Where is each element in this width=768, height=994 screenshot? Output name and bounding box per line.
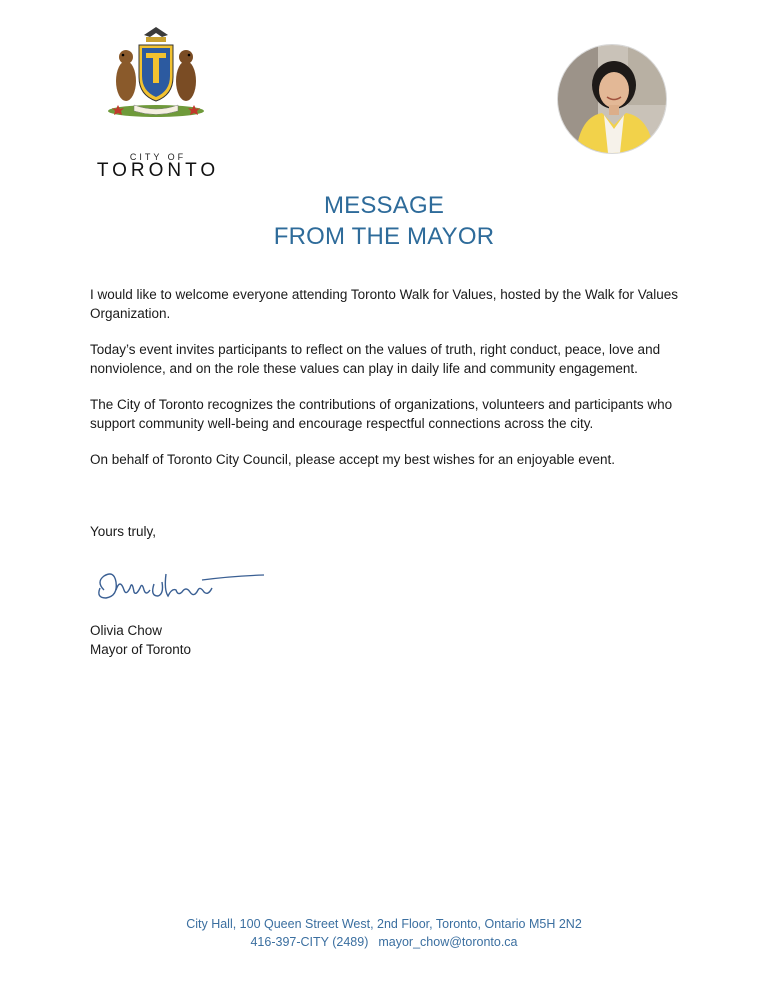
heading-line-1: MESSAGE xyxy=(323,192,445,219)
city-of-toronto-logo xyxy=(88,25,228,181)
paragraph: On behalf of Toronto City Council, please accept my best wishes for an enjoyable event. xyxy=(90,452,616,467)
logo-city-of-text: CITY OF xyxy=(129,152,187,162)
signer-name: Olivia Chow xyxy=(90,623,163,638)
letter-body xyxy=(90,286,680,488)
paragraph: I would like to welcome everyone attending Toronto Walk for Values, hosted by the Walk for Values Organization. xyxy=(90,287,679,321)
footer-email[interactable]: mayor_chow@toronto.ca xyxy=(378,935,518,949)
signer-block xyxy=(90,622,191,659)
logo-toronto-text: TORONTO xyxy=(96,160,220,181)
footer-phone: 416-397-CITY (2489) xyxy=(250,935,369,949)
signer-title: Mayor of Toronto xyxy=(90,641,192,657)
coat-of-arms-icon xyxy=(106,25,206,119)
footer-address: City Hall, 100 Queen Street West, 2nd Floor, Toronto, Ontario M5H 2N2 xyxy=(186,917,582,931)
portrait-photo-icon xyxy=(558,45,666,153)
mayor-portrait xyxy=(558,45,666,153)
handwritten-signature xyxy=(92,560,272,610)
heading-line-2: FROM THE MAYOR xyxy=(273,223,495,250)
closing-salutation: Yours truly, xyxy=(90,524,157,539)
paragraph: The City of Toronto recognizes the contributions of organizations, volunteers and participants who support community well-being and encourage respectful connections across the city. xyxy=(90,397,673,431)
paragraph: Today’s event invites participants to reflect on the values of truth, right conduct, peace, love and nonviolence, and on the role these values can play in daily life and community engagement. xyxy=(90,342,661,376)
footer-contact xyxy=(0,935,768,949)
